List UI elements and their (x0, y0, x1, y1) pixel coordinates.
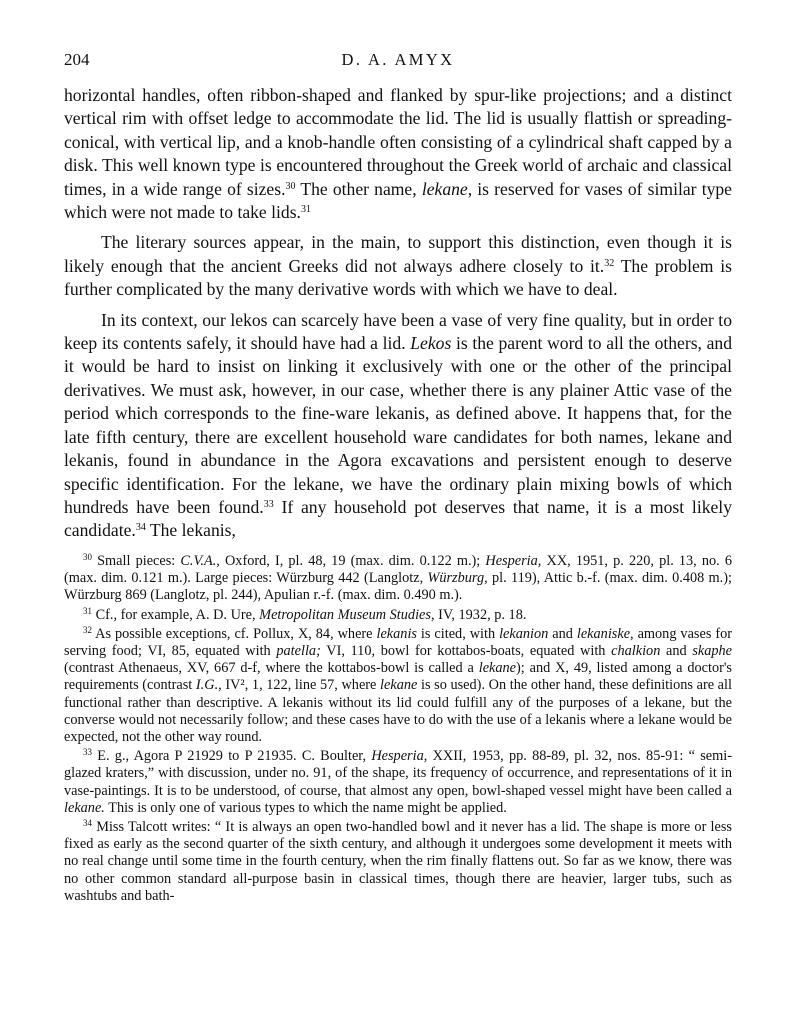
text-run: This is only one of various types to which the name might be applied. (104, 799, 507, 816)
text-run: among vases for serving food; VI, 85, equated with (64, 625, 733, 660)
italic-term: lekane (478, 660, 517, 677)
text-run: pl. 119), Attic b.-f. (max. dim. 0.408 m.); Würzburg 869 (Langlotz, pl. 244), Apulian r.-f. (max. dim. 0.490 m.). (64, 570, 732, 604)
text-run: IV², 1, 122, line 57, where (221, 677, 381, 694)
text-run: The lekanis, (145, 520, 236, 541)
text-run: Cf., for example, A. D. Ure, (92, 606, 260, 623)
running-head: D. A. AMYX (341, 50, 455, 69)
paragraph-1 (64, 84, 732, 224)
italic-term: lekanion (499, 625, 549, 642)
text-run: If any household pot deserves that name, it is a most likely candidate. (64, 496, 732, 541)
paragraph-2 (64, 231, 732, 301)
footnotes (64, 553, 732, 907)
text-run: In its context, our lekos can scarcely have been a vase of very fine quality, but in order to keep its contents safely, it should have had a lid. (64, 309, 732, 354)
text-run: As possible exceptions, cf. Pollux, X, 84, where (92, 625, 377, 642)
text-run: ); and X, 49, listed among a doctor's requirements (contrast (64, 660, 732, 694)
text-run: IV, 1932, p. 18. (434, 606, 527, 623)
italic-term: patella; (276, 643, 321, 660)
text-run: The other name, (295, 178, 422, 199)
italic-term: C.V.A., (180, 553, 220, 569)
text-run: is reserved for vases of similar type which were not made to take lids. (64, 178, 732, 223)
italic-term: lekane, (421, 178, 473, 199)
italic-term: lekaniske, (576, 625, 634, 642)
text-run: (contrast Athenaeus, XV, 667 d-f, where the kottabos-bowl is called a (64, 660, 479, 677)
text-run: is the parent word to all the others, and it would be hard to insist on linking it exclusively with one or the other of the principal derivatives. We must ask, however, in our case, whether there is any plainer Attic vase of the period which corresponds to the fine-ware lekanis, as defined above. It happens that, for the late fifth century, there are excellent household ware candidates for both names, lekane and lekanis, found in abundance in the Agora excavations and persistent enough to deserve specific identification. For the lekane, we have the ordinary plain mixing bowls of which hundreds have been found. (64, 333, 733, 517)
footnote-number: 31 (83, 605, 92, 616)
paragraph-3 (64, 309, 732, 543)
text-run: XXII, 1953, pp. 88-89, pl. 32, nos. 85-91: “ semi-glazed kraters,” with discussion, under no. 91, of the shape, its frequency of occurrence, and representations of it in vase-paintings. It is to be understood, of course, that almost any open, bowl-shaped vessel might have been called a (64, 748, 732, 799)
italic-term: Metropolitan Museum Studies, (259, 606, 435, 623)
footnote-ref-33: 33 (263, 498, 274, 510)
italic-term: Lekos (410, 333, 452, 354)
text-run: The problem is further complicated by the many derivative words with which we have to deal. (64, 255, 732, 300)
body-text (64, 84, 732, 550)
text-run: is cited, with (416, 625, 500, 642)
footnote-number: 33 (83, 747, 92, 758)
italic-term: lekane. (64, 799, 105, 816)
text-run: and (548, 625, 577, 642)
italic-term: Würzburg, (427, 570, 488, 587)
footnote-number: 30 (83, 552, 92, 562)
text-run: horizontal handles, often ribbon-shaped and flanked by spur-like projections; and a distinct vertical rim with offset ledge to accommodate the lid. The lid is usually flattish or spreading-conical, with vertical lip, and a knob-handle often consisting of a cylindrical shaft capped by a disk. This well known type is encountered throughout the Greek world of archaic and classical times, in a wide range of sizes. (64, 85, 732, 199)
italic-term: chalkion (611, 643, 661, 660)
footnote-ref-34: 34 (135, 522, 146, 534)
page-number: 204 (64, 50, 90, 69)
page-header (64, 50, 732, 74)
footnote-ref-31: 31 (300, 204, 311, 216)
footnote-30 (64, 553, 732, 605)
footnote-number: 34 (83, 818, 92, 829)
italic-term: skaphe (692, 643, 733, 660)
italic-term: Hesperia, (371, 748, 428, 765)
text-run: The literary sources appear, in the main, to support this distinction, even though it is likely enough that the ancient Greeks did not always adhere closely to it. (64, 232, 732, 276)
text-run: XX, 1951, p. 220, pl. 13, no. 6 (max. dim. 0.121 m.). Large pieces: Würzburg 442 (Langlotz, (64, 553, 732, 587)
italic-term: Hesperia, (485, 553, 542, 569)
italic-term: I.G., (195, 677, 222, 694)
text-run: and (660, 643, 693, 660)
text-run: Miss Talcott writes: “ It is always an open two-handled bowl and it never has a lid. The shape is more or less fixed as early as the second quarter of the sixth century, and although it undergoes some development it meets with no real change until some time in the fourth century, when the rim finally flattens out. So far as we know, there was no other common standard all-purpose basin in classical times, though there are heavier, larger tubs, such as washtubs and bath- (64, 819, 732, 904)
footnote-31 (64, 607, 732, 624)
text-run: Oxford, I, pl. 48, 19 (max. dim. 0.122 m.); (219, 553, 486, 569)
text-run: Small pieces: (92, 553, 181, 569)
footnote-ref-30: 30 (285, 180, 296, 192)
footnote-34 (64, 819, 732, 905)
italic-term: lekanis (376, 625, 417, 642)
footnote-33 (64, 748, 732, 817)
text-run: VI, 110, bowl for kottabos-boats, equated with (320, 643, 612, 660)
text-run: is so used). On the other hand, these definitions are all functional rather than descriptive. A lekanis without its lid could fulfill any of the purposes of a lekane, but the converse would not necessarily follow; and these cases have to do with the use of a lekanis where a lekane would be expected, not the other way round. (64, 677, 732, 746)
footnote-number: 32 (83, 624, 92, 635)
text-run: E. g., Agora P 21929 to P 21935. C. Boulter, (92, 748, 372, 765)
footnote-ref-32: 32 (604, 257, 615, 269)
footnote-32 (64, 626, 732, 746)
italic-term: lekane (380, 677, 418, 694)
